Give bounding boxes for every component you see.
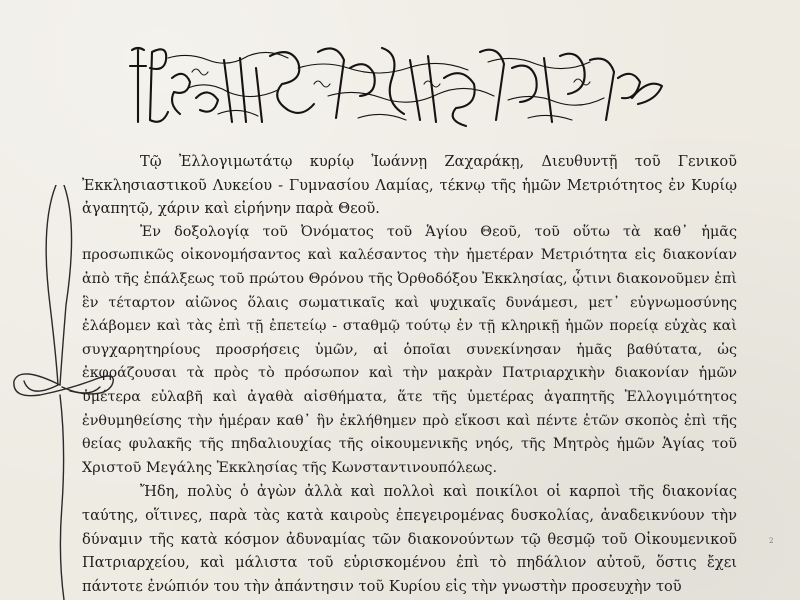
letter-body (82, 150, 737, 598)
calligraphic-signature-header (128, 38, 668, 133)
margin-mark: 2 (769, 537, 774, 545)
body-paragraph-continued: Ἤδη, πολὺς ὁ ἀγὼν ἀλλὰ καὶ πολλοὶ καὶ ποικίλοι οἱ καρποὶ τῆς διακονίας ταύτης, οἵτινες, παρὰ τὰς κατὰ καιροὺς ἐπεγειρομένας δυσκολίας, ἀναδεικνύουν τὴν δύναμιν τῆς κατὰ κόσμον ἀδυναμίας τῶν διακονούντων τῷ θεσμῷ τοῦ Οἰκουμενικοῦ Πατριαρχείου, καὶ μάλιστα τοῦ εὑρισκομένου ἐπὶ τὸ πηδάλιον αὐτοῦ, ὅστις ἔχει πάντοτε ἐνώπιόν του τὴν ἀπάντησιν τοῦ Κυρίου εἰς τὴν γνωστὴν προσευχὴν τοῦ (82, 483, 737, 595)
salutation-paragraph: Τῷ Ἐλλογιμωτάτῳ κυρίῳ Ἰωάννῃ Ζαχαράκῃ, Διευθυντῇ τοῦ Γενικοῦ Ἐκκλησιαστικοῦ Λυκείου - Γυμνασίου Λαμίας, τέκνῳ τῆς ἡμῶν Μετριότητος ἐν Κυρίῳ ἀγαπητῷ, χάριν καὶ εἰρήνην παρὰ Θεοῦ. (82, 153, 737, 218)
body-paragraph: Ἐν δοξολογίᾳ τοῦ Ὀνόματος τοῦ Ἁγίου Θεοῦ, τοῦ οὕτω τὰ καθ᾽ ἡμᾶς προσωπικῶς οἰκονομήσαντος καὶ καλέσαντος τὴν ἡμετέραν Μετριότητα εἰς διακονίαν ἀπὸ τῆς ἐπάλξεως τοῦ πρώτου Θρόνου τῆς Ὀρθοδόξου Ἐκκλησίας, ᾧτινι διακονοῦμεν ἐπὶ ἓν τέταρτον αἰῶνος ὅλαις σωματικαῖς καὶ ψυχικαῖς δυνάμεσι, μετ᾽ εὐγνωμοσύνης ἐλάβομεν καὶ τὰς ἐπὶ τῇ ἐπετείῳ - σταθμῷ τούτῳ ἐν τῇ κληρικῇ ἡμῶν πορείᾳ εὐχὰς καὶ συγχαρητηρίους προσρήσεις ὑμῶν, αἱ ὁποῖαι συνεκίνησαν ἡμᾶς βαθύτατα, ὡς ἐκφράζουσαι τὰ πρὸς τὸ πρόσωπον καὶ τὴν μακρὰν Πατριαρχικὴν διακονίαν ἡμῶν ὑμέτερα εὐλαβῆ καὶ ἀγαθὰ αἰσθήματα, ἅτε τῆς ὑμετέρας ἀγαπητῆς Ἐλλογιμότητος ἐνθυμηθείσης τὴν ἡμέραν καθ᾽ ἣν ἐκλήθημεν πρὸ εἴκοσι καὶ πέντε ἐτῶν σκοπὸς ἐπὶ τῆς θείας φυλακῆς τῆς πηδαλιουχίας τῆς οἰκουμενικῆς νηός, τῆς Μητρὸς ἡμῶν Ἁγίας τοῦ Χριστοῦ Μεγάλης Ἐκκλησίας τῆς Κωνσταντινουπόλεως. (82, 223, 737, 476)
